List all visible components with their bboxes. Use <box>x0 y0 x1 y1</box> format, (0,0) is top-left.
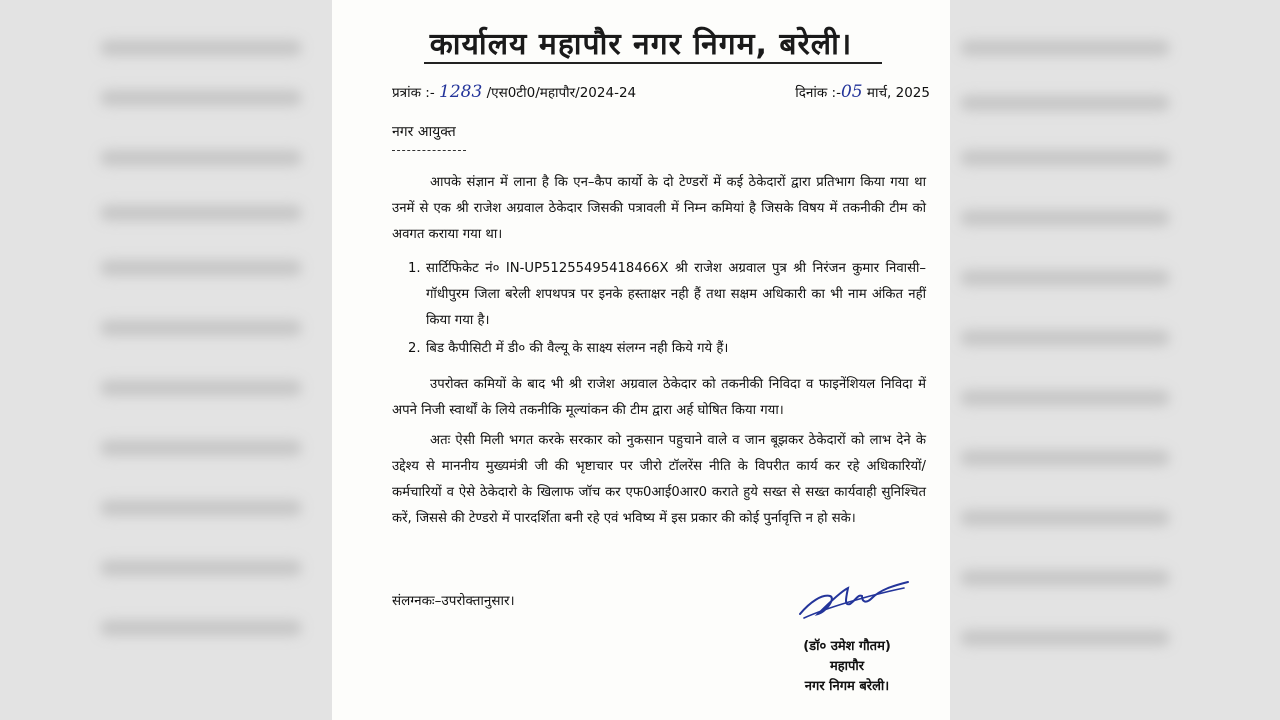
handwritten-signature <box>796 578 914 622</box>
list-item-number: 1. <box>408 261 421 276</box>
list-item-text: सार्टिफिकेट नं० IN-UP51255495418466X श्री राजेश अग्रवाल पुत्र श्री निरंजन कुमार निवासी–गॉधीपुरम जिला बरेली शपथपत्र पर इनके हस्ताक्षर नही हैं तथा सक्षम अधिकारी का भी नाम अंकित नहीं किया गया है। <box>426 261 926 328</box>
signatory-name: (डॉ० उमेश गौतम) <box>803 639 891 654</box>
reference-handwritten-number: 1283 <box>439 82 483 102</box>
date-suffix: मार्च, 2025 <box>866 85 930 101</box>
list-item-number: 2. <box>408 341 421 356</box>
list-item <box>392 336 926 362</box>
reference-label: प्रत्रांक :- <box>392 85 435 101</box>
addressee-underline <box>392 150 466 151</box>
reference-suffix: /एस0टी0/महापौर/2024-24 <box>486 85 637 101</box>
signatory-organisation: नगर निगम बरेली। <box>804 679 890 694</box>
signatory-title: महापौर <box>829 659 865 674</box>
paragraph-request: अतः ऐसी मिली भगत करके सरकार को नुकसान पहुचाने वाले व जान बूझकर ठेकेदारों को लाभ देने के उद्देश्य से माननीय मुख्यमंत्री जी की भृष्टाचार पर जीरो टॉलरेंस नीति के विपरीत कार्य कर रहे अधिकारियों/कर्मचारियों व ऐसे ठेकेदारो के खिलाफ जॉच कर एफ0आई0आर0 कराते हुये सख्त से सख्त कार्यवाही सुनिश्चित करें, जिससे की टेण्डरो में पारदर्शिता बनी रहे एवं भविष्य में इस प्रकार की कोई पुर्नावृत्ति न हो सके। <box>392 433 926 526</box>
letterhead-underline <box>424 62 882 64</box>
blurred-background-right <box>950 0 1280 720</box>
paragraph-findings: उपरोक्त कमियों के बाद भी श्री राजेश अग्रवाल ठेकेदार को तकनीकी निविदा व फाइनेंशियल निविदा में अपने निजी स्वार्थों के लिये तकनीकि मूल्यांकन की टीम द्वारा अर्ह घोषित किया गया। <box>392 377 926 418</box>
reference-line <box>392 78 930 102</box>
letterhead-title: कार्यालय महापौर नगर निगम, बरेली। <box>429 27 853 62</box>
blurred-background-left <box>0 0 332 720</box>
reference-number <box>392 82 636 102</box>
list-item <box>392 256 926 334</box>
enclosure-note: संलग्नकः–उपरोक्तानुसार। <box>392 593 515 609</box>
list-item-text: बिड कैपीसिटी में डी० की वैल्यू के साक्ष्य संलग्न नही किये गये हैं। <box>426 341 729 356</box>
letter-page <box>332 0 950 720</box>
deficiency-list <box>392 256 926 364</box>
date-label: दिनांक :- <box>795 85 841 101</box>
paragraph-intro: आपके संज्ञान में लाना है कि एन–कैप कार्यो के दो टेण्डरों में कई ठेकेदारों द्वारा प्रतिभाग किया गया था उनमें से एक श्री राजेश अग्रवाल ठेकेदार जिसकी पत्रावली में निम्न कमियां है जिसके विषय में तकनीकी टीम को अवगत कराया गया था। <box>392 175 926 242</box>
date-handwritten-day: 05 <box>840 82 863 102</box>
letter-date <box>795 82 930 102</box>
addressee: नगर आयुक्त <box>392 124 456 140</box>
